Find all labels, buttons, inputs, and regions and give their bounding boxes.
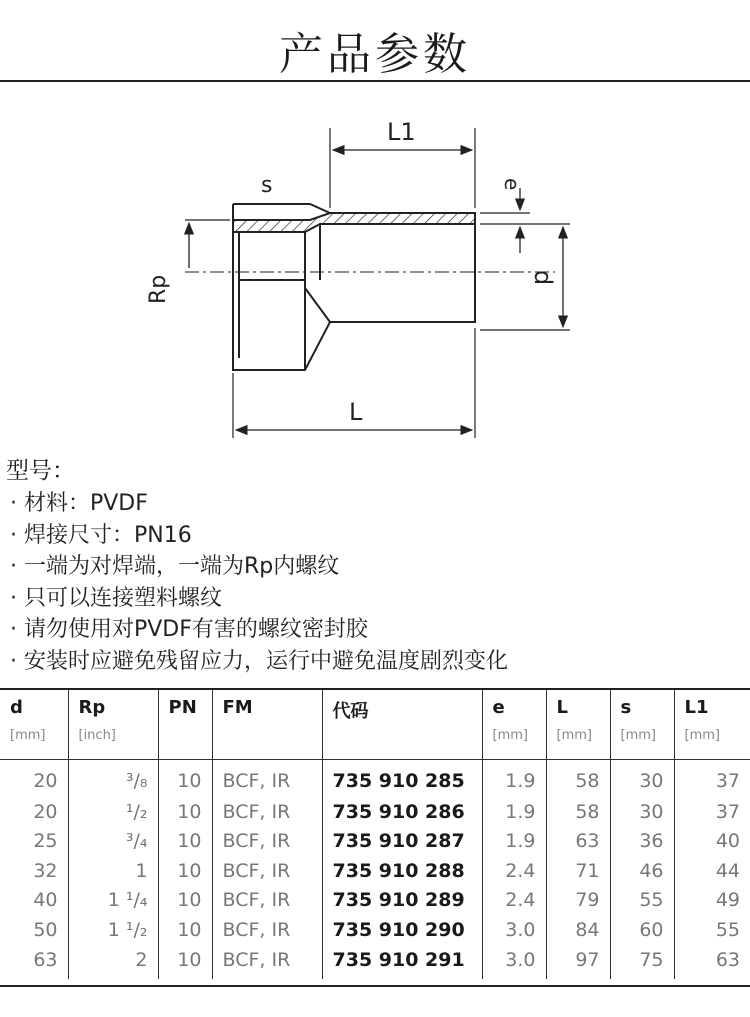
column-header: FM — [212, 689, 322, 759]
column-header: s [mm] — [610, 689, 674, 759]
spec-list — [10, 488, 508, 677]
table-row — [0, 759, 750, 797]
table-cell: 44 — [674, 856, 750, 886]
table-cell: 36 — [610, 827, 674, 857]
table-cell: 3.0 — [482, 945, 546, 979]
table-cell: BCF, IR — [212, 827, 322, 857]
table-cell: ³/₈ — [68, 759, 158, 797]
table-cell: ³/₄ — [68, 827, 158, 857]
table-cell: BCF, IR — [212, 886, 322, 916]
column-header: L [mm] — [546, 689, 610, 759]
table-divider — [0, 985, 750, 987]
table-row — [0, 945, 750, 979]
table-cell: 97 — [546, 945, 610, 979]
table-header-row — [0, 689, 750, 759]
technical-drawing — [146, 108, 595, 448]
spec-item: · 一端为对焊端，一端为Rp内螺纹 — [10, 554, 340, 579]
table-cell: 735 910 287 — [322, 827, 482, 857]
table-cell: 30 — [610, 759, 674, 797]
column-header: PN — [158, 689, 212, 759]
page-title: 产品参数 — [279, 29, 471, 80]
table-cell: 10 — [158, 856, 212, 886]
spec-item: · 安装时应避免残留应力，运行中避免温度剧烈变化 — [10, 648, 508, 674]
table-cell: 1 ¹/₂ — [68, 915, 158, 945]
dim-label-l1: L1 — [387, 118, 416, 146]
table-cell: 60 — [610, 915, 674, 945]
table-cell: BCF, IR — [212, 797, 322, 827]
table-cell: 735 910 286 — [322, 797, 482, 827]
spec-heading: 型号： — [6, 458, 75, 484]
table-cell: 20 — [33, 800, 58, 823]
table-cell: 63 — [546, 827, 610, 857]
table-cell: 58 — [546, 797, 610, 827]
table-row — [0, 856, 750, 886]
title-divider — [0, 80, 750, 82]
table-cell: 40 — [33, 889, 58, 912]
table-cell: 1.9 — [482, 797, 546, 827]
dim-label-e: e — [500, 178, 524, 191]
table-cell: 37 — [674, 797, 750, 827]
table-cell: 2.4 — [482, 886, 546, 916]
spec-item: · 只可以连接塑料螺纹 — [10, 585, 222, 611]
table-cell: 735 910 290 — [322, 915, 482, 945]
dim-label-d: d — [529, 270, 557, 286]
table-cell: 1 ¹/₄ — [68, 886, 158, 916]
table-cell: 84 — [546, 915, 610, 945]
table-row — [0, 797, 750, 827]
table-cell: 735 910 291 — [322, 945, 482, 979]
table-cell: 10 — [158, 827, 212, 857]
table-cell: 735 910 289 — [322, 886, 482, 916]
dim-label-l: L — [349, 398, 363, 426]
spec-item: · 请勿使用对PVDF有害的螺纹密封胶 — [10, 617, 368, 642]
table-cell: 63 — [33, 948, 58, 971]
table-cell: 30 — [610, 797, 674, 827]
table-cell: BCF, IR — [212, 759, 322, 797]
table-cell: 20 — [33, 770, 58, 793]
dim-label-rp: Rp — [146, 274, 171, 304]
table-cell: 10 — [158, 886, 212, 916]
table-cell: 32 — [33, 859, 58, 882]
table-cell: 10 — [158, 797, 212, 827]
table-cell: 50 — [33, 918, 58, 941]
table-cell: 46 — [610, 856, 674, 886]
table-cell: 71 — [546, 856, 610, 886]
table-cell: BCF, IR — [212, 945, 322, 979]
dim-label-s: s — [261, 173, 273, 198]
spec-table — [0, 688, 750, 979]
table-cell: 63 — [674, 945, 750, 979]
table-cell: 55 — [674, 915, 750, 945]
column-header: 代码 — [322, 689, 482, 759]
table-cell: 735 910 288 — [322, 856, 482, 886]
table-cell: 75 — [610, 945, 674, 979]
table-cell: BCF, IR — [212, 915, 322, 945]
table-cell: 40 — [674, 827, 750, 857]
table-cell: 79 — [546, 886, 610, 916]
column-header: d [mm] — [0, 689, 68, 759]
table-cell: 49 — [674, 886, 750, 916]
table-cell: 37 — [674, 759, 750, 797]
spec-item: · 材料：PVDF — [10, 491, 148, 516]
table-row — [0, 827, 750, 857]
column-header: L1 [mm] — [674, 689, 750, 759]
table-cell: 10 — [158, 759, 212, 797]
table-cell: 58 — [546, 759, 610, 797]
spec-item: · 焊接尺寸：PN16 — [10, 522, 192, 548]
table-cell: 735 910 285 — [322, 759, 482, 797]
table-cell: 10 — [158, 915, 212, 945]
table-cell: 1.9 — [482, 759, 546, 797]
table-cell: 10 — [158, 945, 212, 979]
table-cell: 55 — [610, 886, 674, 916]
table-cell: 1 — [68, 856, 158, 886]
table-row — [0, 886, 750, 916]
table-cell: ¹/₂ — [68, 797, 158, 827]
table-cell: 1.9 — [482, 827, 546, 857]
table-row — [0, 915, 750, 945]
table-cell: 3.0 — [482, 915, 546, 945]
table-cell: 2 — [68, 945, 158, 979]
table-cell: 2.4 — [482, 856, 546, 886]
column-header: Rp [inch] — [68, 689, 158, 759]
table-cell: BCF, IR — [212, 856, 322, 886]
table-cell: 25 — [33, 830, 58, 853]
column-header: e [mm] — [482, 689, 546, 759]
